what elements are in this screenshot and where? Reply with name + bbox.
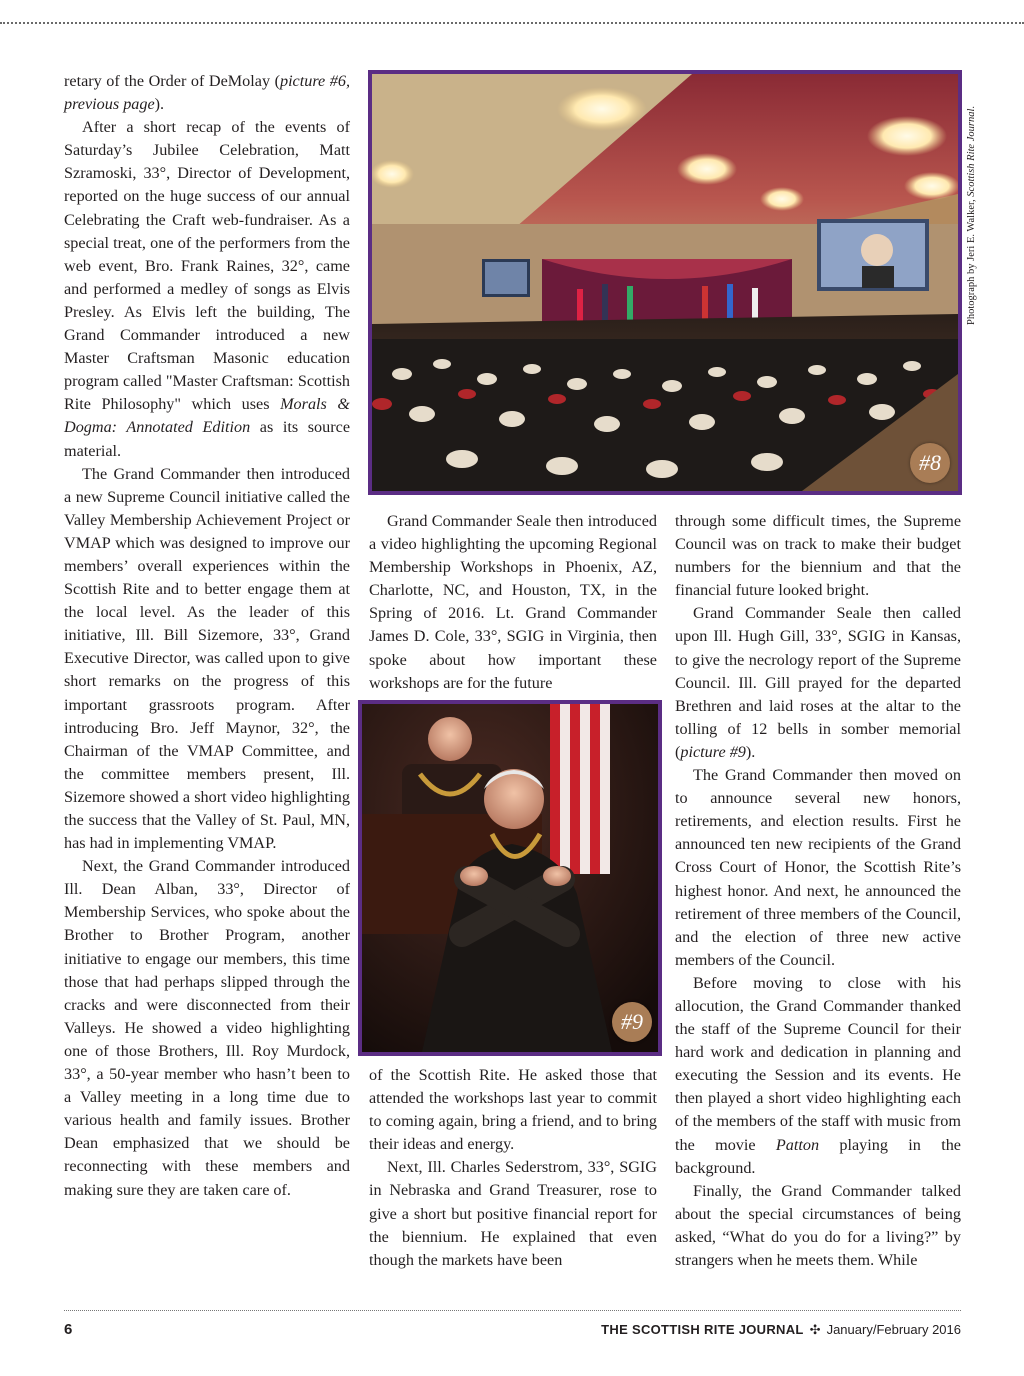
running-footer (601, 1322, 961, 1338)
article-column-2-bottom (369, 1064, 657, 1272)
article-column-3 (675, 510, 961, 1272)
photo-number-badge: #8 (910, 443, 950, 483)
paragraph: After a short recap of the events of Saturday’s Jubilee Celebration, Matt Szramoski, 33°, Director of Development, reported on the huge success of our annual Celebrating the Craft web-fundraiser. As a special treat, one of the performers from the web event, Bro. Frank Raines, 32°, came and performed a medley of songs as Elvis Presley. As Elvis left the building, The Grand Commander introduced a new Master Craftsman Masonic education program called "Master Craftsman: Scottish Rite Philosophy" which uses Morals & Dogma: Annotated Edition as its source material. (64, 118, 350, 460)
article-column-1 (64, 70, 350, 1202)
paragraph: through some difficult times, the Supreme Council was on track to make their budget numbers for the biennium and that the financial future looked bright. (675, 512, 961, 600)
paragraph: Next, Ill. Charles Sederstrom, 33°, SGIG in Nebraska and Grand Treasurer, rose to give a short but positive financial report for the biennium. He explained that even though the markets have been (369, 1158, 657, 1269)
top-dotted-rule (0, 22, 1024, 24)
paragraph: of the Scottish Rite. He asked those that attended the workshops last year to commit to coming again, bring a friend, and to bring their ideas and energy. (369, 1066, 657, 1154)
photo-necrology-prayer (358, 700, 662, 1056)
paragraph: Grand Commander Seale then introduced a video highlighting the upcoming Regional Membership Workshops in Phoenix, AZ, Charlotte, NC, and Houston, TX, in the Spring of 2016. Lt. Grand Commander James D. Cole, 33°, SGIG in Virginia, then spoke about how important these workshops are for the future (369, 512, 657, 692)
ballroom-photo-image (372, 74, 958, 491)
cross-icon: ✣ (809, 1322, 821, 1337)
prayer-photo-image (362, 704, 658, 1052)
photo-number-badge: #9 (612, 1002, 652, 1042)
paragraph: retary of the Order of DeMolay (picture #6, previous page). (64, 72, 350, 114)
footer-dotted-rule (64, 1310, 961, 1311)
paragraph: The Grand Commander then moved on to announce several new honors, retirements, and election results. First he announced ten new recipients of the Grand Cross Court of Honor, the Scottish Rite’s highest honor. And next, he announced the retirement of three members of the Council, and the election of three new active members of the Council. (675, 766, 961, 969)
paragraph: Before moving to close with his allocution, the Grand Commander thanked the staff of the Supreme Council for their hard work and dedication in planning and executing the Session and its events. He then played a short video highlighting each of the members of the staff with music from the movie Patton playing in the background. (675, 973, 961, 1177)
page-number: 6 (64, 1321, 73, 1338)
paragraph: Grand Commander Seale then called upon Ill. Hugh Gill, 33°, SGIG in Kansas, to give the necrology report of the Supreme Council. Ill. Gill prayed for the departed Brethren and laid roses at the altar to the tolling of 12 bells in somber memorial (picture #9). (675, 604, 961, 761)
photo-credit: Photograph by Jeri E. Walker, Scottish Rite Journal. (966, 105, 977, 325)
paragraph: The Grand Commander then introduced a new Supreme Council initiative called the Valley Membership Achievement Project or VMAP which was designed to improve our members’ overall experiences within the Scottish Rite and to better engage them at the local level. As the leader of this initiative, Ill. Bill Sizemore, 33°, Grand Executive Director, was called upon to give short remarks on the progress of this important grassroots program. After introducing Bro. Jeff Maynor, 32°, the Chairman of the VMAP Committee, and the committee members present, Ill. Sizemore showed a short video highlighting the success that the Valley of St. Paul, MN, has had in implementing VMAP. (64, 464, 350, 853)
issue-date: January/February 2016 (826, 1322, 961, 1337)
paragraph: Next, the Grand Commander introduced Ill. Dean Alban, 33°, Director of Membership Services, who spoke about the Brother to Brother Program, another initiative to engage our members, this time those that had perhaps slipped through the cracks and were disconnected from their Valleys. He showed a video highlighting one of those Brothers, Ill. Roy Murdock, 33°, a 50-year member who hasn’t been to a Valley meeting in a long time due to various health and family issues. Brother Dean emphasized that we should be reconnecting with these members and making sure they are taken care of. (64, 857, 350, 1199)
article-column-2-top (369, 510, 657, 695)
paragraph: Finally, the Grand Commander talked about the special circumstances of being asked, “What do you do for a living?” by strangers when he meets them. While (675, 1181, 961, 1269)
journal-title: THE SCOTTISH RITE JOURNAL (601, 1322, 804, 1337)
photo-session-ballroom (368, 70, 962, 495)
